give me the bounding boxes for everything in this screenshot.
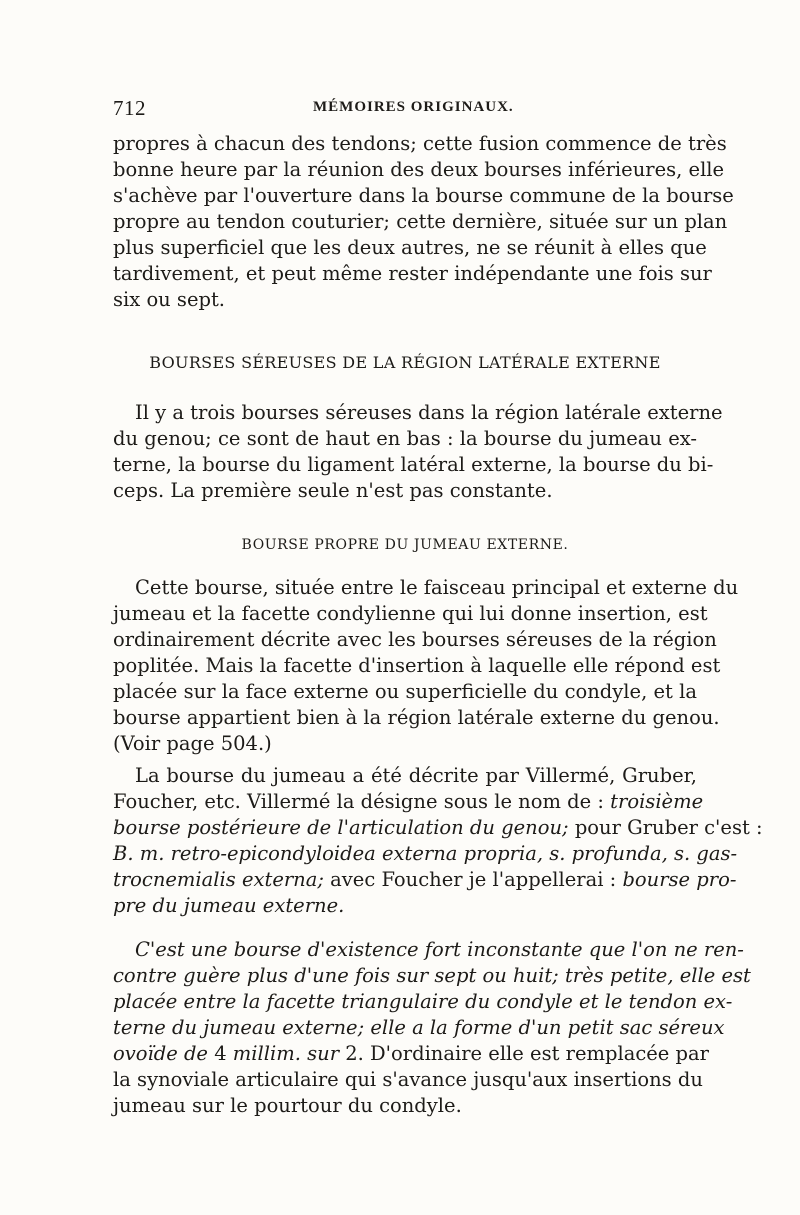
text-line: jumeau sur le pourtour du condyle. [113,1094,462,1117]
text-line: propre au tendon couturier; cette dernière, située sur un plan [113,210,728,233]
subsection-heading: BOURSE PROPRE DU JUMEAU EXTERNE. [241,537,569,553]
text-line: tardivement, et peut même rester indépendante une fois sur [113,262,712,285]
text-line: ceps. La première seule n'est pas constante. [113,479,553,502]
text-line: propres à chacun des tendons; cette fusion commence de très [113,132,727,155]
text-line [113,963,751,989]
text-line: six ou sept. [113,288,226,311]
text-line [113,1015,725,1041]
text-line: ordinairement décrite avec les bourses séreuses de la région [113,628,717,651]
italic-run: placée entre la facette triangulaire du condyle et le tendon ex- [113,990,733,1013]
italic-run: millim. sur [226,1042,346,1065]
text-line [113,989,733,1015]
text-line: Cette bourse, située entre le faisceau principal et externe du [135,576,739,599]
italic-run: bourse postérieure de l'articulation du genou; [113,816,569,839]
text-line: poplitée. Mais la facette d'insertion à laquelle elle répond est [113,654,721,677]
text-line: du genou; ce sont de haut en bas : la bourse du jumeau ex- [113,427,697,450]
text-line: bourse appartient bien à la région latérale externe du genou. [113,706,720,729]
text-line [113,789,704,815]
text-line: Il y a trois bourses séreuses dans la région latérale externe [135,401,723,424]
text-run: pour Gruber c'est : [568,816,763,839]
text-line [113,841,738,867]
running-title: MÉMOIRES ORIGINAUX. [313,99,514,115]
italic-run: C'est une bourse d'existence fort inconstante que l'on ne ren- [135,938,744,961]
text-line: s'achève par l'ouverture dans la bourse commune de la bourse [113,184,734,207]
italic-run: bourse pro- [622,868,737,891]
text-run: 4 [214,1042,227,1065]
text-line [113,867,737,893]
italic-run: ovoïde de [113,1042,215,1065]
text-line: terne, la bourse du ligament latéral externe, la bourse du bi- [113,453,714,476]
text-line: La bourse du jumeau a été décrite par Villermé, Gruber, [135,764,697,787]
text-run: Foucher, etc. Villermé la désigne sous le nom de : [113,790,611,813]
text-line: (Voir page 504.) [113,732,272,755]
text-line [113,1041,709,1067]
text-run: D'ordinaire elle est remplacée par [363,1042,709,1065]
text-run: 2. [345,1042,364,1065]
text-line: bonne heure par la réunion des deux bourses inférieures, elle [113,158,725,181]
text-line: la synoviale articulaire qui s'avance jusqu'aux insertions du [113,1068,703,1091]
italic-run: B. m. retro-epicondyloidea externa propria, s. profunda, s. gas- [113,842,738,865]
italic-run: pre du jumeau externe. [113,894,345,917]
italic-run: terne du jumeau externe; elle a la forme d'un petit sac séreux [113,1016,725,1039]
text-run: avec Foucher je l'appellerai : [323,868,623,891]
italic-run: troisième [610,790,704,813]
italic-run: trocnemialis externa; [113,868,324,891]
text-line: placée sur la face externe ou superficielle du condyle, et la [113,680,697,703]
italic-run: contre guère plus d'une fois sur sept ou huit; très petite, elle est [113,964,751,987]
text-line [113,815,763,841]
page-number: 712 [113,96,146,120]
text-line [113,893,697,919]
section-heading: BOURSES SÉREUSES DE LA RÉGION LATÉRALE EXTERNE [149,353,661,372]
text-line [135,937,744,963]
text-line: plus superficiel que les deux autres, ne se réunit à elles que [113,236,707,259]
page-header [113,96,697,126]
text-line: jumeau et la facette condylienne qui lui donne insertion, est [113,602,708,625]
